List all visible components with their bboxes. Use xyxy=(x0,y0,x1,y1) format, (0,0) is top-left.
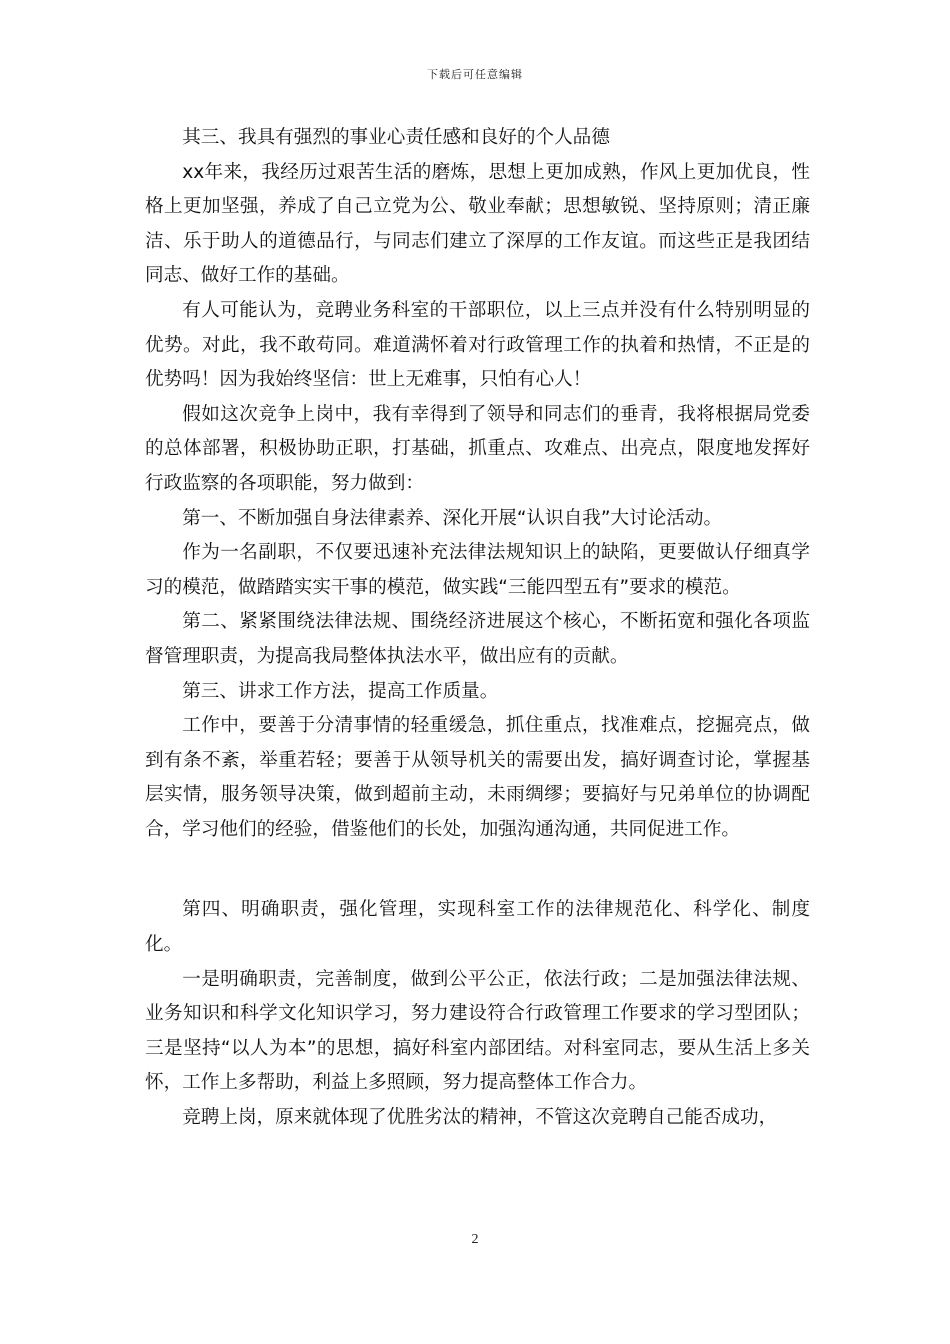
paragraph: 第一、不断加强自身法律素养、深化开展“认识自我”大讨论活动。 xyxy=(182,507,723,529)
page-number: 2 xyxy=(471,1232,479,1247)
paragraph: 作为一名副职，不仅要迅速补充法律法规知识上的缺陷，更要做认仔细真学习的模范，做踏踏实实干事的模范，做实践“三能四型五有”要求的模范。 xyxy=(145,542,810,598)
paragraph: 第二、紧紧围绕法律法规、围绕经济进展这个核心，不断拓宽和强化各项监督管理职责，为提高我局整体执法水平，做出应有的贡献。 xyxy=(145,611,810,667)
paragraph: 竞聘上岗，原来就体现了优胜劣汰的精神，不管这次竞聘自己能否成功， xyxy=(182,1107,778,1129)
paragraph: 假如这次竞争上岗中，我有幸得到了领导和同志们的垂青，我将根据局党委的总体部署，积极协助正职，打基础，抓重点、攻难点、出亮点，限度地发挥好行政监察的各项职能，努力做到： xyxy=(145,403,810,494)
document-body xyxy=(145,121,810,1136)
paragraph: 第四、明确职责，强化管理，实现科室工作的法律规范化、科学化、制度化。 xyxy=(145,899,810,956)
blank-line xyxy=(145,847,810,893)
paragraph: 有人可能认为，竞聘业务科室的干部职位，以上三点并没有什么特别明显的优势。对此，我不敢苟同。难道满怀着对行政管理工作的执着和热情，不正是的优势吗！因为我始终坚信：世上无难事，只怕有心人！ xyxy=(145,299,810,391)
page-header: 下载后可任意编辑 xyxy=(427,68,523,81)
paragraph: 其三、我具有强烈的事业心责任感和良好的个人品德 xyxy=(182,127,610,148)
paragraph: 一是明确职责，完善制度，做到公平公正，依法行政；二是加强法律法规、业务知识和科学文化知识学习，努力建设符合行政管理工作要求的学习型团队；三是坚持“以人为本”的思想，搞好科室内部团结。对科室同志，要从生活上多关怀，工作上多帮助，利益上多照顾，努力提高整体工作合力。 xyxy=(145,968,810,1094)
paragraph: 工作中，要善于分清事情的轻重缓急，抓住重点，找准难点，挖掘亮点，做到有条不紊，举重若轻；要善于从领导机关的需要出发，搞好调查讨论，掌握基层实情，服务领导决策，做到超前主动，未雨绸缪；要搞好与兄弟单位的协调配合，学习他们的经验，借鉴他们的长处，加强沟通沟通，共同促进工作。 xyxy=(145,715,810,840)
paragraph: 第三、讲求工作方法，提高工作质量。 xyxy=(182,680,499,702)
paragraph: xx年来，我经历过艰苦生活的磨炼，思想上更加成熟，作风上更加优良，性格上更加坚强，养成了自己立党为公、敬业奉献；思想敏锐、坚持原则；清正廉洁、乐于助人的道德品行，与同志们建立了深厚的工作友谊。而这些正是我团结同志、做好工作的基础。 xyxy=(145,161,810,287)
